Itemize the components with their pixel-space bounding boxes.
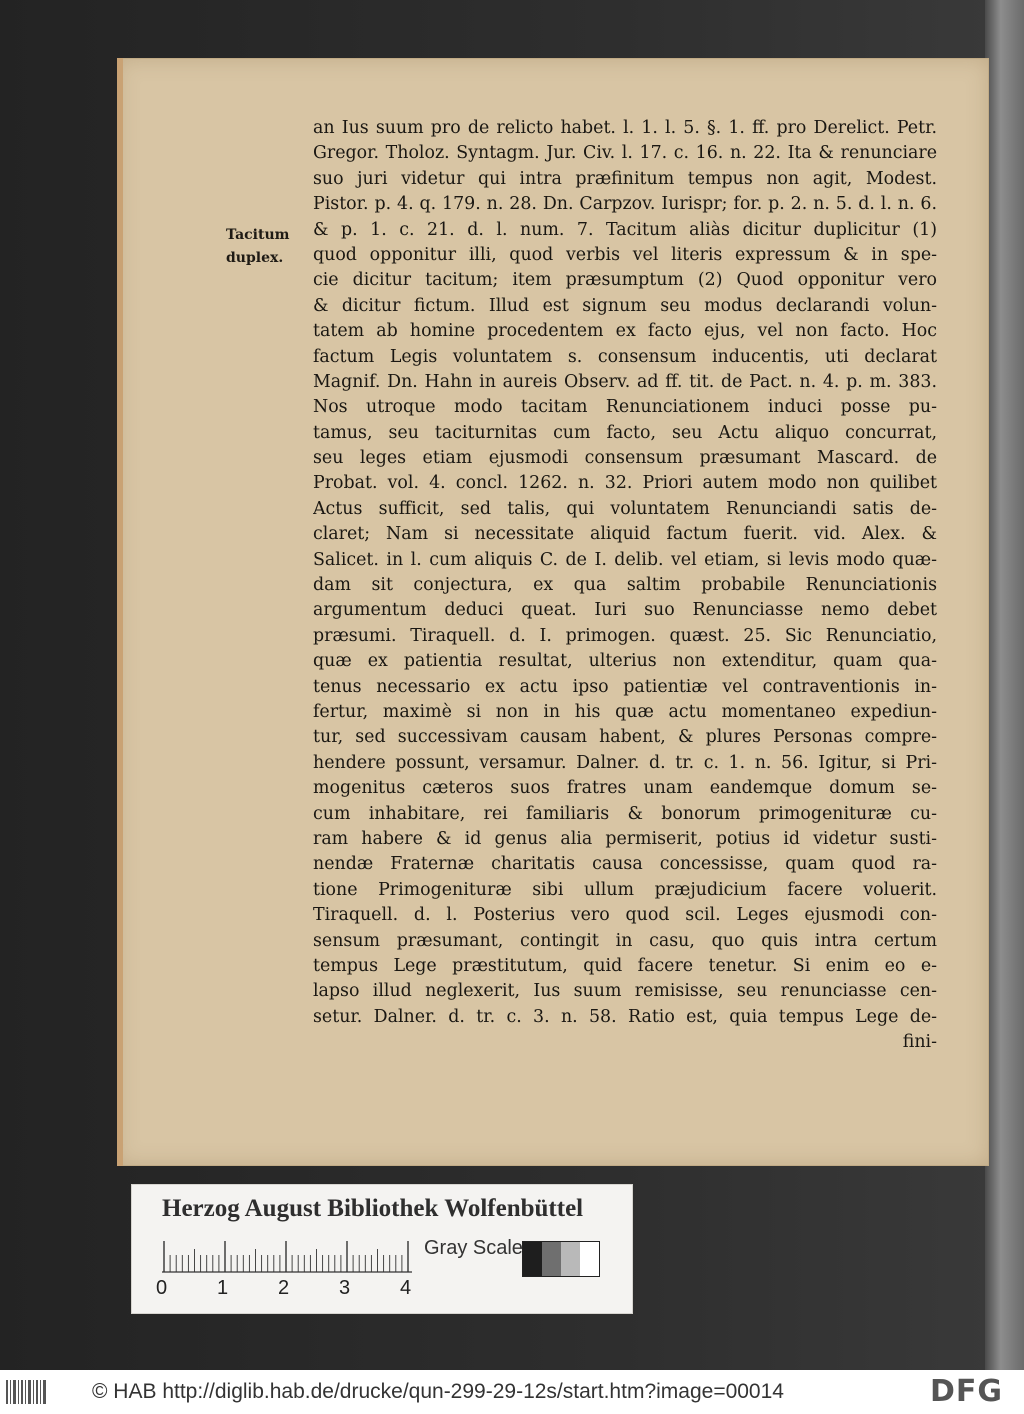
text-line: suo juri videtur qui intra præfinitum tempus non agit, Modest.: [313, 168, 937, 189]
text-line: tatem ab homine procedentem ex facto ejus, vel non facto. Hoc: [313, 321, 937, 342]
text-line: cie dicitur tacitum; item præsumptum (2) Quod opponitur vero: [313, 270, 937, 291]
text-line: quæ ex patientia resultat, ulterius non extenditur, quam qua-: [313, 651, 937, 672]
text-line: mogenitus cæteros suos fratres unam eandemque domum se-: [313, 778, 937, 799]
dfg-logo: DFG: [930, 1374, 1004, 1409]
text-line: Nos utroque modo tacitam Renunciationem induci posse pu-: [313, 397, 937, 418]
gray-scale-swatches: [522, 1241, 600, 1277]
ruler-labels: [156, 1277, 416, 1301]
margin-note-line: duplex.: [226, 250, 284, 266]
text-line: tur, sed successivam causam habent, & plures Personas compre-: [313, 727, 937, 748]
text-line: quod opponitur illi, quod verbis vel literis expressum & in spe-: [313, 244, 937, 265]
ruler-number: 3: [339, 1277, 351, 1299]
text-line: hendere possunt, versamur. Dalner. d. tr. c. 1. n. 56. Igitur, si Pri-: [313, 752, 937, 773]
text-line: Actus sufficit, sed talis, qui voluntatem Renunciandi satis de-: [313, 498, 937, 519]
text-line: Pistor. p. 4. q. 179. n. 28. Dn. Carpzov. Iurispr; for. p. 2. n. 5. d. l. n. 6.: [313, 194, 937, 215]
text-line: claret; Nam si necessitate aliquid factum fuerit. vid. Alex. &: [313, 524, 937, 545]
text-line: seu leges etiam ejusmodi consensum præsumant Mascard. de: [313, 448, 937, 469]
text-line: fini-: [902, 1032, 937, 1053]
page-gutter-edge: [117, 58, 123, 1166]
ruler-number: 2: [278, 1277, 290, 1299]
text-line: Magnif. Dn. Hahn in aureis Observ. ad ff. tit. de Pact. n. 4. p. m. 383.: [313, 371, 937, 392]
text-line: sensum præsumant, contingit in casu, quo quis intra certum: [313, 930, 937, 951]
ruler-number: 0: [156, 1277, 168, 1299]
footer-bar: [0, 1370, 1024, 1414]
page-text: [313, 116, 937, 1055]
ruler-number: 1: [217, 1277, 229, 1299]
text-line: præsumi. Tiraquell. d. I. primogen. quæst. 25. Sic Renunciatio,: [313, 625, 937, 646]
gray-swatch: [561, 1242, 580, 1276]
gray-swatch: [542, 1242, 561, 1276]
text-line: fertur, maximè si non in his quæ actu momentaneo expediun-: [313, 701, 937, 722]
text-line: nendæ Fraternæ charitatis causa concessisse, quam quod ra-: [313, 854, 937, 875]
library-color-card: [131, 1184, 633, 1314]
text-line: ram habere & id genus alia permiserit, potius id videtur susti-: [313, 828, 937, 849]
text-line: argumentum deduci queat. Iuri suo Renunciasse nemo debet: [313, 600, 937, 621]
text-line: dam sit conjectura, ex qua saltim probabile Renunciationis: [313, 575, 937, 596]
gray-swatch: [580, 1242, 599, 1276]
text-line: an Ius suum pro de relicto habet. l. 1. l. 5. §. 1. ff. pro Derelict. Petr.: [313, 118, 937, 138]
text-line: tempus Lege præstitutum, quid facere tenetur. Si enim eo e-: [313, 955, 937, 976]
margin-note: [226, 224, 304, 270]
library-name: Herzog August Bibliothek Wolfenbüttel: [162, 1195, 584, 1222]
gray-swatch: [523, 1242, 542, 1276]
text-line: tamus, seu taciturnitas cum facto, seu Actu aliquo concurrat,: [313, 422, 937, 443]
gray-scale-label: Gray Scale: [424, 1237, 523, 1259]
book-fore-edge: [985, 0, 1024, 1370]
barcode-icon: [4, 1376, 48, 1408]
text-line: factum Legis voluntatem s. consensum inducentis, uti declarat: [313, 346, 937, 367]
ruler-number: 4: [400, 1277, 412, 1299]
text-line: setur. Dalner. d. tr. c. 3. n. 58. Ratio est, quia tempus Lege de-: [313, 1006, 937, 1027]
text-line: Gregor. Tholoz. Syntagm. Jur. Civ. l. 17. c. 16. n. 22. Ita & renunciare: [313, 143, 937, 164]
text-line: Salicet. in l. cum aliquis C. de I. delib. vel etiam, si levis modo quæ-: [313, 549, 937, 570]
text-line: & dicitur fictum. Illud est signum seu modus declarandi volun-: [313, 295, 937, 316]
text-line: lapso illud neglexerit, Ius suum remisisse, seu renunciasse cen-: [313, 981, 937, 1002]
text-line: Tiraquell. d. l. Posterius vero quod scil. Leges ejusmodi con-: [313, 905, 937, 926]
text-line: & p. 1. c. 21. d. l. num. 7. Tacitum aliàs dicitur duplicitur (1): [313, 219, 937, 240]
text-line: cum inhabitare, rei familiaris & bonorum primogenituræ cu-: [313, 803, 937, 824]
copyright-link[interactable]: © HAB http://diglib.hab.de/drucke/qun-299-29-12s/start.htm?image=00014: [92, 1380, 784, 1403]
text-line: tione Primogenituræ sibi ullum præjudicium facere voluerit.: [313, 879, 937, 900]
text-line: Probat. vol. 4. concl. 1262. n. 32. Priori autem modo non quilibet: [313, 473, 937, 494]
scale-ruler: [162, 1239, 414, 1273]
margin-note-line: Tacitum: [226, 227, 290, 243]
text-line: tenus necessario ex actu ipso patientiæ vel contraventionis in-: [313, 676, 937, 697]
